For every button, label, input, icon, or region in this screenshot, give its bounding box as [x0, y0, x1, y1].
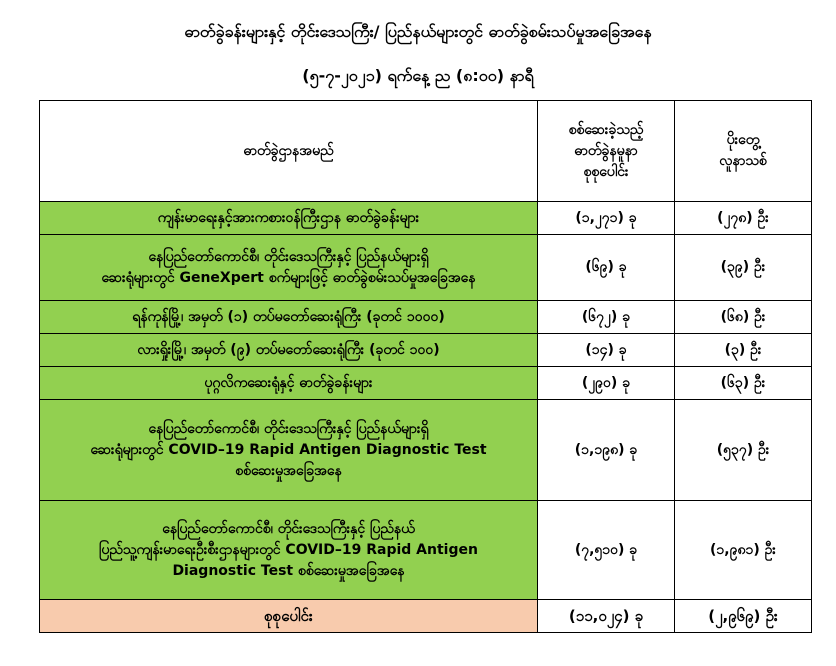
table-row: [40, 501, 812, 600]
row-tests: (၁၄) ခု: [538, 334, 675, 367]
row-lab-name: [40, 301, 538, 334]
total-positive: (၂,၉၆၉) ဦး: [675, 600, 812, 633]
header-lab-name: [40, 101, 538, 202]
total-label: စုစုပေါင်း: [40, 600, 538, 633]
row-tests: (၂၉၀) ခု: [538, 367, 675, 400]
row-tests: (၆၇၂) ခု: [538, 301, 675, 334]
total-row: [40, 600, 812, 633]
row-positive: (၅၃၇) ဦး: [675, 400, 812, 501]
row-lab-name-text: ဆေးရုံများတွင် COVID–19 Rapid Antigen Diagnostic Test: [90, 441, 487, 458]
table-row: [40, 235, 812, 301]
row-lab-name-text: စစ်ဆေးမှုအခြေအနေ: [235, 462, 342, 479]
row-tests: (၆၉) ခု: [538, 235, 675, 301]
row-tests: (၁,၂၇၁) ခု: [538, 202, 675, 235]
header-lab-name-text: ဓာတ်ခွဲဌာနအမည်: [243, 142, 334, 159]
header-total-tests: [538, 101, 675, 202]
header-tests-line: စုစုပေါင်း: [583, 163, 629, 180]
row-positive: (၁,၉၈၁) ဦး: [675, 501, 812, 600]
row-lab-name: [40, 202, 538, 235]
header-tests-line: စစ်ဆေးခဲ့သည့်: [568, 121, 644, 138]
row-positive: (၃) ဦး: [675, 334, 812, 367]
table-row: [40, 202, 812, 235]
row-tests: (၁,၁၉၈) ခု: [538, 400, 675, 501]
table-row: [40, 301, 812, 334]
row-lab-name-text: ရန်ကုန်မြို့၊ အမှတ် (၁) တပ်မတော်ဆေးရုံကြီး (ခုတင် ၁၀၀၀): [132, 308, 445, 325]
table-header-row: [40, 101, 812, 202]
row-lab-name-text: Diagnostic Test စစ်ဆေးမှုအခြေအနေ: [172, 562, 405, 579]
row-lab-name-text: နေပြည်တော်ကောင်စီ၊ တိုင်းဒေသကြီးနှင့် ပြည်နယ်: [162, 520, 415, 537]
report-date-time: (၅-၇-၂၀၂၁) ရက်နေ့ ည (၈:၀၀) နာရီ: [302, 66, 534, 85]
row-positive: (၂၇၈) ဦး: [675, 202, 812, 235]
row-lab-name: [40, 367, 538, 400]
table-row: [40, 367, 812, 400]
row-lab-name-text: ကျန်းမာရေးနှင့်အားကစားဝန်ကြီးဌာန ဓာတ်ခွဲခန်းများ: [157, 209, 420, 226]
report-title: ဓာတ်ခွဲခန်းများနှင့် တိုင်းဒေသကြီး/ ပြည်နယ်များတွင် ဓာတ်ခွဲစမ်းသပ်မှုအခြေအနေ: [184, 22, 652, 41]
row-lab-name-text: ပြည်သူ့ကျန်းမာရေးဦးစီးဌာနများတွင် COVID–19 Rapid Antigen: [99, 541, 478, 558]
row-positive: (၆၈) ဦး: [675, 301, 812, 334]
table-row: [40, 334, 812, 367]
header-positive-line: ပိုးတွေ့: [726, 132, 760, 148]
row-lab-name-text: နေပြည်တော်ကောင်စီ၊ တိုင်းဒေသကြီးနှင့် ပြည်နယ်များရှိ: [148, 248, 429, 265]
row-lab-name-text: ဆေးရုံများတွင် GeneXpert စက်များဖြင့် ဓာတ်ခွဲစမ်းသပ်မှုအခြေအနေ: [101, 269, 476, 286]
row-lab-name-text: နေပြည်တော်ကောင်စီ၊ တိုင်းဒေသကြီးနှင့် ပြည်နယ်များရှိ: [148, 420, 429, 437]
row-positive: (၃၉) ဦး: [675, 235, 812, 301]
header-tests-line: ဓာတ်ခွဲနမူနာ: [574, 142, 638, 159]
header-new-positive: [675, 101, 812, 202]
table-row: [40, 400, 812, 501]
row-tests: (၇,၅၁၀) ခု: [538, 501, 675, 600]
row-lab-name: [40, 235, 538, 301]
row-lab-name: [40, 501, 538, 600]
lab-test-table: [39, 100, 812, 633]
row-lab-name-text: ပုဂ္ဂလိကဆေးရုံနှင့် ဓာတ်ခွဲခန်းများ: [204, 374, 373, 391]
row-lab-name: [40, 400, 538, 501]
row-positive: (၆၃) ဦး: [675, 367, 812, 400]
header-positive-line: လူနာသစ်: [719, 153, 767, 169]
row-lab-name-text: လားရှိုးမြို့၊ အမှတ် (၉) တပ်မတော်ဆေးရုံကြီး (ခုတင် ၁၀၀): [137, 341, 440, 358]
total-tests: (၁၁,၀၂၄) ခု: [538, 600, 675, 633]
row-lab-name: [40, 334, 538, 367]
